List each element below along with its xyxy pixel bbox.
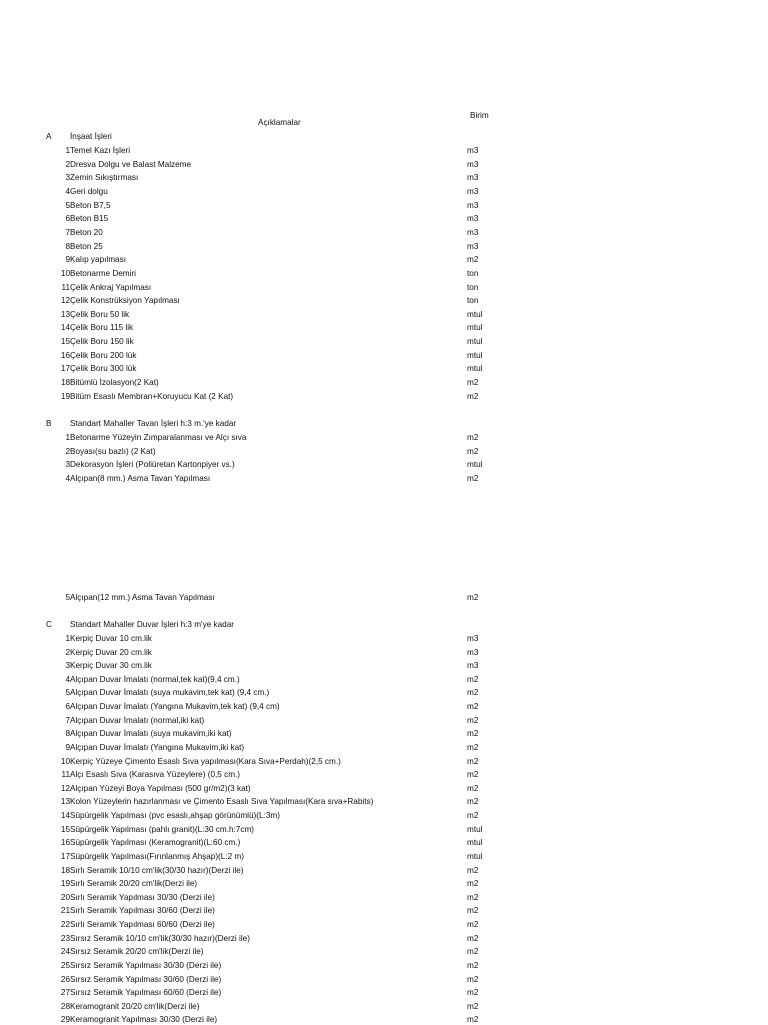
row-unit: m2 <box>467 378 479 387</box>
row-description: Alçı Esaslı Sıva (Karasıva Yüzeylere) (0,5 cm.) <box>70 770 241 779</box>
section-letter: B <box>46 419 52 428</box>
row-unit: m2 <box>467 675 479 684</box>
row-description: Sırlı Seramik Yapılması 30/30 (Derzi ile) <box>70 893 215 902</box>
row-unit: m2 <box>467 893 479 902</box>
row-description: Keramogranit Yapılması 30/30 (Derzi ile) <box>70 1015 218 1024</box>
row-description: Alçıpan Duvar İmalatı (suya mukavim,tek kat) (9,4 cm.) <box>70 688 270 697</box>
row-description: Keramogranit 20/20 cm'lik(Derzi ile) <box>70 1002 200 1011</box>
row-unit: m3 <box>467 173 479 182</box>
row-unit: m2 <box>467 474 479 483</box>
row-unit: m2 <box>467 743 479 752</box>
row-number: 4 <box>65 474 70 483</box>
row-number: 4 <box>65 675 70 684</box>
row-description: Alçıpan Yüzeyi Boya Yapılması (500 gr/m2)(3 kat) <box>70 784 251 793</box>
row-description: Zemin Sıkıştırması <box>70 173 139 182</box>
row-description: Süpürgelik Yapılması (pvc esaslı,ahşap görünümlü)(L:3m) <box>70 811 280 820</box>
row-unit: m2 <box>467 716 479 725</box>
row-unit: mtul <box>467 351 483 360</box>
row-description: Sırsız Seramik Yapılması 30/30 (Derzi ile) <box>70 961 222 970</box>
section-title: Standart Mahaller Duvar İşleri h:3 m'ye kadar <box>70 620 235 629</box>
row-number: 5 <box>65 201 70 210</box>
section-letter: C <box>46 620 52 629</box>
row-description: Çelik Boru 200 lük <box>70 351 137 360</box>
row-number: 14 <box>60 323 70 332</box>
row-number: 13 <box>60 797 70 806</box>
row-description: Geri dolgu <box>70 187 108 196</box>
row-description: Sırlı Seramik 20/20 cm'lik(Derzi ile) <box>70 879 198 888</box>
row-unit: m3 <box>467 661 479 670</box>
row-number: 18 <box>60 866 70 875</box>
row-description: Sırlı Seramik 10/10 cm'lik(30/30 hazır)(Derzi ile) <box>70 866 244 875</box>
row-description: Çelik Konstrüksiyon Yapılması <box>70 296 180 305</box>
row-unit: m3 <box>467 214 479 223</box>
row-number: 12 <box>60 296 70 305</box>
row-description: Sırsız Seramik Yapılması 30/60 (Derzi ile) <box>70 975 222 984</box>
row-description: Süpürgelik Yapılması (Keramogranit)(L:60 cm.) <box>70 838 241 847</box>
section-title: İnşaat İşleri <box>70 132 112 141</box>
row-number: 15 <box>60 825 70 834</box>
row-unit: mtul <box>467 852 483 861</box>
row-description: Beton 20 <box>70 228 103 237</box>
row-unit: mtul <box>467 460 483 469</box>
row-number: 19 <box>60 392 70 401</box>
row-description: Beton B15 <box>70 214 109 223</box>
row-number: 2 <box>65 648 70 657</box>
row-description: Temel Kazı İşleri <box>70 146 131 155</box>
row-unit: m2 <box>467 433 479 442</box>
row-unit: ton <box>467 283 479 292</box>
row-number: 17 <box>60 852 70 861</box>
row-number: 8 <box>65 729 70 738</box>
row-unit: ton <box>467 269 479 278</box>
row-number: 25 <box>60 961 70 970</box>
row-number: 18 <box>60 378 70 387</box>
row-description: Alçıpan(12 mm.) Asma Tavan Yapılması <box>70 593 215 602</box>
row-unit: m3 <box>467 242 479 251</box>
row-number: 20 <box>60 893 70 902</box>
row-unit: mtul <box>467 337 483 346</box>
row-number: 23 <box>60 934 70 943</box>
row-number: 11 <box>61 770 70 779</box>
row-unit: mtul <box>467 838 483 847</box>
row-unit: m3 <box>467 634 479 643</box>
row-unit: mtul <box>467 364 483 373</box>
row-unit: m2 <box>467 1002 479 1011</box>
row-description: Sırsız Seramik 10/10 cm'lik(30/30 hazır)(Derzi ile) <box>70 934 250 943</box>
row-number: 28 <box>60 1002 70 1011</box>
row-description: Sırsız Seramik Yapılması 60/60 (Derzi ile) <box>70 988 222 997</box>
row-unit: m2 <box>467 866 479 875</box>
row-unit: ton <box>467 296 479 305</box>
row-unit: m2 <box>467 947 479 956</box>
row-unit: m2 <box>467 797 479 806</box>
row-number: 5 <box>65 688 70 697</box>
row-number: 14 <box>60 811 70 820</box>
row-unit: m2 <box>467 702 479 711</box>
row-unit: m2 <box>467 688 479 697</box>
row-description: Kolon Yüzeylerin hazırlanması ve Çimento Esaslı Sıva Yapılması(Kara sıva+Rabits) <box>70 797 374 806</box>
row-description: Çelik Boru 50 lik <box>70 310 130 319</box>
row-number: 26 <box>60 975 70 984</box>
row-unit: m2 <box>467 934 479 943</box>
row-description: Kerpiç Duvar 10 cm.lik <box>70 634 152 643</box>
row-number: 1 <box>65 146 70 155</box>
row-description: Sırsız Seramik 20/20 cm'lik(Derzi ile) <box>70 947 204 956</box>
row-description: Alçıpan(8 mm.) Asma Tavan Yapılması <box>70 474 211 483</box>
row-unit: m3 <box>467 228 479 237</box>
row-description: Beton B7,5 <box>70 201 111 210</box>
row-number: 1 <box>65 433 70 442</box>
row-number: 7 <box>65 716 70 725</box>
row-description: Süpürgelik Yapılması(Fırınlanmış Ahşap)(L:2 m) <box>70 852 244 861</box>
section-letter: A <box>46 132 52 141</box>
column-header-birim: Birim <box>470 111 489 120</box>
row-unit: m2 <box>467 757 479 766</box>
row-unit: mtul <box>467 323 483 332</box>
row-number: 22 <box>60 920 70 929</box>
row-description: Çelik Boru 115 lik <box>70 323 134 332</box>
row-unit: m2 <box>467 447 479 456</box>
row-number: 7 <box>65 228 70 237</box>
row-description: Alçıpan Duvar İmalatı (normal,tek kat)(9,4 cm.) <box>70 675 240 684</box>
row-number: 19 <box>60 879 70 888</box>
row-description: Çelik Boru 150 lik <box>70 337 134 346</box>
row-number: 16 <box>60 838 70 847</box>
row-unit: m2 <box>467 906 479 915</box>
row-number: 6 <box>65 214 70 223</box>
row-unit: mtul <box>467 310 483 319</box>
row-number: 9 <box>65 255 70 264</box>
row-number: 9 <box>65 743 70 752</box>
row-number: 21 <box>60 906 70 915</box>
row-number: 3 <box>65 173 70 182</box>
row-number: 10 <box>60 757 70 766</box>
row-number: 29 <box>60 1015 70 1024</box>
row-number: 4 <box>65 187 70 196</box>
row-number: 24 <box>60 947 70 956</box>
row-unit: mtul <box>467 825 483 834</box>
row-number: 17 <box>60 364 70 373</box>
row-unit: m2 <box>467 729 479 738</box>
row-unit: m2 <box>467 811 479 820</box>
row-unit: m2 <box>467 920 479 929</box>
row-description: Boyası(su bazlı) (2 Kat) <box>70 447 156 456</box>
section-title: Standart Mahaller Tavan İşleri h:3 m.'ye kadar <box>70 419 237 428</box>
column-header-aciklamalar: Açıklamalar <box>258 118 301 127</box>
row-unit: m2 <box>467 784 479 793</box>
row-number: 5 <box>65 593 70 602</box>
row-number: 11 <box>61 283 70 292</box>
row-unit: m3 <box>467 146 479 155</box>
row-description: Bitüm Esaslı Membran+Koruyucu Kat (2 Kat) <box>70 392 234 401</box>
row-unit: m2 <box>467 255 479 264</box>
row-unit: m2 <box>467 593 479 602</box>
row-description: Sırlı Seramik Yapılması 30/60 (Derzi ile) <box>70 906 215 915</box>
row-unit: m3 <box>467 201 479 210</box>
row-description: Alçıpan Duvar İmalatı (normal,iki kat) <box>70 716 205 725</box>
row-number: 8 <box>65 242 70 251</box>
row-number: 27 <box>60 988 70 997</box>
row-number: 3 <box>65 661 70 670</box>
row-unit: m2 <box>467 1015 479 1024</box>
row-description: Bitümlü İzolasyon(2 Kat) <box>70 378 159 387</box>
row-description: Çelik Ankraj Yapılması <box>70 283 152 292</box>
row-unit: m3 <box>467 187 479 196</box>
row-number: 16 <box>60 351 70 360</box>
row-number: 3 <box>65 460 70 469</box>
row-unit: m2 <box>467 879 479 888</box>
row-description: Alçıpan Duvar İmalatı (Yangına Mukavim,iki kat) <box>70 743 245 752</box>
row-number: 13 <box>60 310 70 319</box>
row-unit: m2 <box>467 975 479 984</box>
row-description: Kalıp yapılması <box>70 255 126 264</box>
row-description: Dekorasyon İşleri (Poliüretan Kartonpiyer vs.) <box>70 460 235 469</box>
row-unit: m2 <box>467 392 479 401</box>
row-description: Kerpiç Duvar 20 cm.lik <box>70 648 152 657</box>
row-description: Çelik Boru 300 lük <box>70 364 137 373</box>
row-unit: m3 <box>467 648 479 657</box>
row-number: 12 <box>60 784 70 793</box>
row-description: Betonarme Yüzeyin Zımparalanması ve Alçı sıva <box>70 433 247 442</box>
row-number: 1 <box>65 634 70 643</box>
row-number: 15 <box>60 337 70 346</box>
row-number: 10 <box>60 269 70 278</box>
row-unit: m2 <box>467 770 479 779</box>
row-number: 2 <box>65 447 70 456</box>
row-number: 6 <box>65 702 70 711</box>
row-description: Sırlı Seramik Yapılması 60/60 (Derzi ile) <box>70 920 215 929</box>
row-unit: m2 <box>467 961 479 970</box>
row-unit: m3 <box>467 160 479 169</box>
row-description: Alçıpan Duvar İmalatı (Yangına Mukavim,tek kat) (9,4 cm) <box>70 702 280 711</box>
row-description: Beton 25 <box>70 242 103 251</box>
row-number: 2 <box>65 160 70 169</box>
row-description: Betonarme Demiri <box>70 269 136 278</box>
row-description: Alçıpan Duvar İmalatı (suya mukavim,iki kat) <box>70 729 232 738</box>
row-description: Dresva Dolgu ve Balast Malzeme <box>70 160 192 169</box>
row-description: Kerpiç Duvar 30 cm.lik <box>70 661 152 670</box>
row-description: Süpürgelik Yapılması (pahlı granit)(L:30 cm.h:7cm) <box>70 825 254 834</box>
row-description: Kerpiç Yüzeye Çimento Esaslı Sıva yapılması(Kara Sıva+Perdah)(2,5 cm.) <box>70 757 341 766</box>
row-unit: m2 <box>467 988 479 997</box>
